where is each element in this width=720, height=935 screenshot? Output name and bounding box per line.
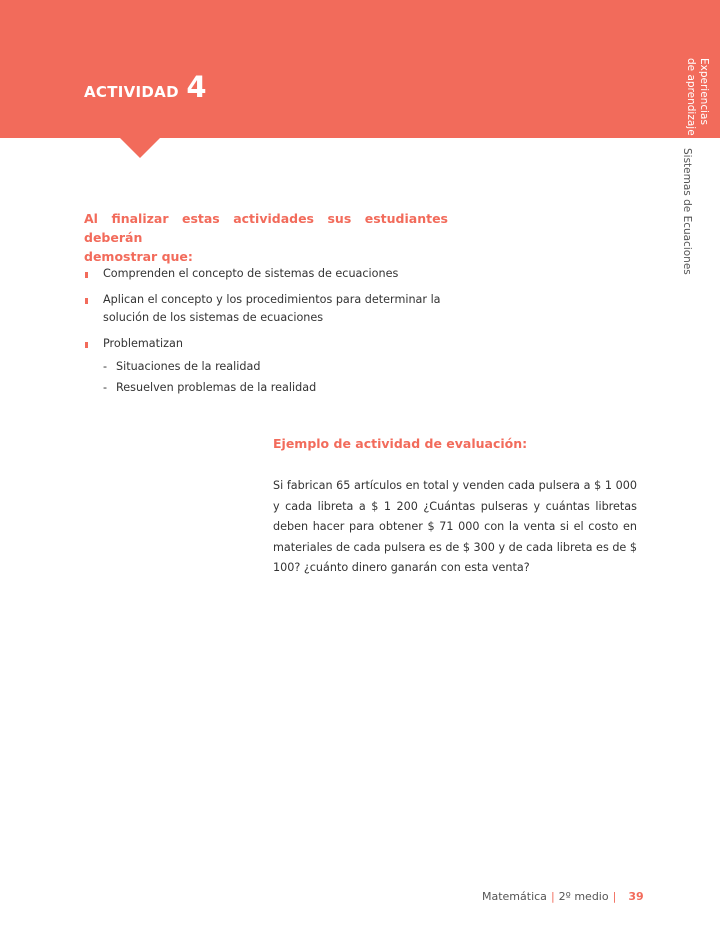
bullet-marker xyxy=(85,342,88,348)
page-footer xyxy=(482,890,644,903)
intro-line-2: demostrar que: xyxy=(84,249,193,264)
bullet-marker xyxy=(85,298,88,304)
list-item xyxy=(84,291,448,327)
dash-marker: - xyxy=(103,360,108,373)
footer-separator: | xyxy=(612,890,617,903)
sub-objectives-list xyxy=(103,358,448,397)
activity-label: ACTIVIDAD xyxy=(84,83,179,101)
page-number: 39 xyxy=(628,890,644,903)
activity-title xyxy=(84,70,207,104)
list-item xyxy=(84,265,448,283)
sub-list-item-text: Situaciones de la realidad xyxy=(116,360,261,373)
evaluation-body: Si fabrican 65 artículos en total y venden cada pulsera a $ 1 000 y cada libreta a $ 1 200 ¿Cuántas pulseras y cuántas libretas deben hacer para obtener $ 71 000 con la venta si el costo en materiales de cada pulsera es de $ 300 y de cada libreta es de $ 100? ¿cuánto dinero ganarán con esta venta? xyxy=(273,479,637,574)
list-item-text: Problematizan xyxy=(103,337,183,350)
banner-notch xyxy=(118,136,162,158)
side-section-line1: Experiencias xyxy=(698,58,710,125)
sub-list-item-text: Resuelven problemas de la realidad xyxy=(116,381,317,394)
dash-marker: - xyxy=(103,381,108,394)
footer-separator: | xyxy=(550,890,555,903)
list-item-text: Aplican el concepto y los procedimientos para determinar la solución de los sistemas de ecuaciones xyxy=(103,293,441,324)
footer-subject: Matemática xyxy=(482,890,547,903)
evaluation-title: Ejemplo de actividad de evaluación: xyxy=(273,436,528,451)
header-banner xyxy=(0,0,720,138)
sub-list-item xyxy=(103,358,448,376)
objectives-list xyxy=(84,265,448,405)
list-item-text: Comprenden el concepto de sistemas de ecuaciones xyxy=(103,267,399,280)
bullet-marker xyxy=(85,272,88,278)
side-section-label xyxy=(680,58,710,136)
activity-number: 4 xyxy=(186,70,207,104)
intro-line-1: Al finalizar estas actividades sus estudiantes deberán xyxy=(84,211,448,245)
intro-heading xyxy=(84,209,448,266)
sub-list-item xyxy=(103,379,448,397)
side-topic-label: Sistemas de Ecuaciones xyxy=(681,148,693,275)
list-item xyxy=(84,335,448,397)
footer-level: 2º medio xyxy=(558,890,609,903)
side-section-line2: de aprendizaje xyxy=(685,58,697,136)
